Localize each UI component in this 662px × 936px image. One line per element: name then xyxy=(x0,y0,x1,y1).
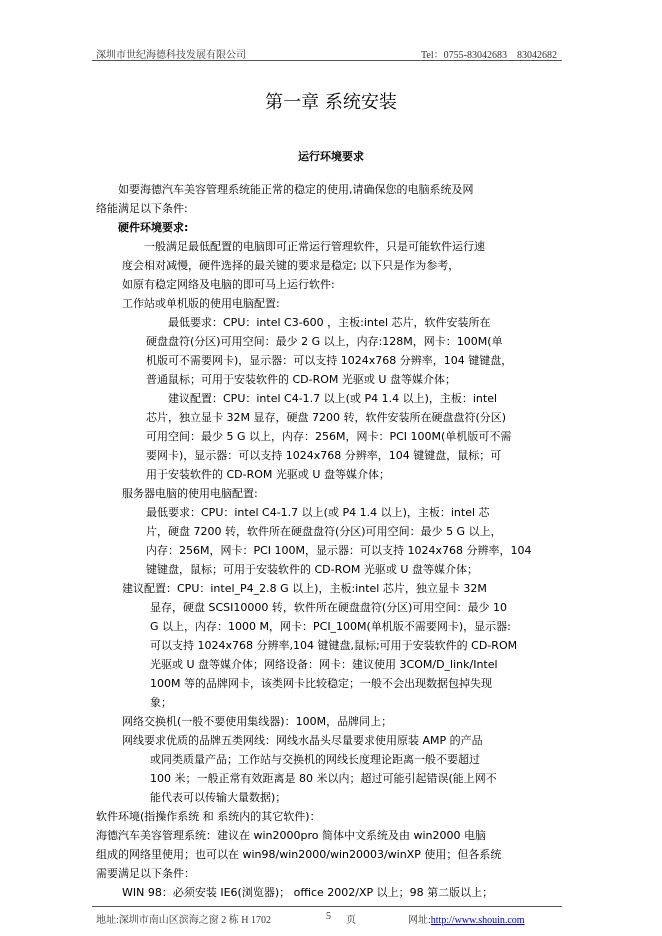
footer-website xyxy=(408,911,525,926)
server-heading: 服务器电脑的使用电脑配置: xyxy=(122,487,258,500)
body-line: 如原有稳定网络及电脑的即可马上运行软件: xyxy=(122,278,335,291)
body-line: 能代表可以传输大量数据)； xyxy=(150,791,287,804)
header-tel: Tel：0755-83042683 83042682 xyxy=(421,50,557,61)
footer-page-number: 5 xyxy=(326,911,331,922)
body-line: 用于安装软件的 CD-ROM 光驱或 U 盘等媒介体； xyxy=(146,468,390,481)
body-line: 光驱或 U 盘等媒介体；网络设备：网卡：建议使用 3COM/D_link/Intel xyxy=(150,658,498,671)
footer-page-unit: 页 xyxy=(346,915,356,926)
body-line: 100 米；一般正常有效距离是 80 米以内；超过可能引起错误(能上网不 xyxy=(150,772,497,785)
footer-website-label: 网址: xyxy=(408,915,431,926)
body-line: 建议配置：CPU：intel C4-1.7 以上(或 P4 1.4 以上)，主板：intel xyxy=(168,392,498,405)
body-line: 内存：256M，网卡：PCI 100M，显示器：可以支持 1024x768 分辨率，104 xyxy=(146,544,532,557)
body-line: 网线要求优质的品牌五类网线：网线水晶头尽量要求使用原装 AMP 的产品 xyxy=(122,734,483,747)
website-link[interactable]: http://www.shouin.com xyxy=(430,915,525,926)
body-line: 最低要求：CPU：intel C4-1.7 以上(或 P4 1.4 以上)，主板：intel 芯 xyxy=(146,506,490,519)
body-line: 建议配置：CPU：intel_P4_2.8 G 以上)，主板:intel 芯片，独立显卡 32M xyxy=(122,582,487,595)
body-line: 可用空间：最少 5 G 以上，内存：256M，网卡：PCI 100M(单机版可不需 xyxy=(146,430,512,443)
header-rule xyxy=(92,60,562,61)
chapter-title: 第一章 系统安装 xyxy=(265,92,397,113)
body-line: 度会相对减慢，硬件选择的最关键的要求是稳定; 以下只是作为参考， xyxy=(122,259,460,272)
body-line: 需要满足以下条件： xyxy=(96,867,195,880)
body-line: 象； xyxy=(150,696,172,709)
workstation-heading: 工作站或单机版的使用电脑配置: xyxy=(122,297,280,310)
footer-address: 地址:深圳市南山区滨海之窗 2 栋 H 1702 xyxy=(96,915,271,926)
body-line: 片，硬盘 7200 转，软件所在硬盘盘符(分区)可用空间：最少 5 G 以上， xyxy=(146,525,502,538)
body-line: 可以支持 1024x768 分辨率,104 键键盘,鼠标;可用于安装软件的 CD-ROM xyxy=(150,639,518,652)
software-heading: 软件环境(指操作系统 和 系统内的其它软件)： xyxy=(96,810,321,823)
body-line: 最低要求：CPU：intel C3-600 ，主板:intel 芯片，软件安装所在 xyxy=(168,316,491,329)
body-line: 键键盘，鼠标；可用于安装软件的 CD-ROM 光驱或 U 盘等媒介体； xyxy=(146,563,478,576)
body-line: 芯片，独立显卡 32M 显存，硬盘 7200 转，软件安装所在硬盘盘符(分区) xyxy=(146,411,507,424)
section-title: 运行环境要求 xyxy=(298,150,364,163)
body-line: 一般满足最低配置的电脑即可正常运行管理软件，只是可能软件运行速 xyxy=(144,240,485,253)
body-line: 或同类质量产品；工作站与交换机的网线长度理论距离一般不要超过 xyxy=(150,753,480,766)
body-line: 显存，硬盘 SCSI10000 转，软件所在硬盘盘符(分区)可用空间：最少 10 xyxy=(150,601,507,614)
footer-rule xyxy=(92,906,562,907)
body-line: 机版可不需要网卡)，显示器：可以支持 1024x768 分辨率，104 键键盘， xyxy=(146,354,513,367)
body-line: 组成的网络里使用；也可以在 win98/win2000/win20003/winXP 使用；但各系统 xyxy=(96,848,502,861)
body-line: 要网卡)，显示器：可以支持 1024x768 分辨率，104 键键盘，鼠标；可 xyxy=(146,449,502,462)
body-line: 网络交换机(一般不要使用集线器)：100M，品牌同上； xyxy=(122,715,393,728)
body-line: 硬盘盘符(分区)可用空间：最少 2 G 以上，内存:128M，网卡：100M(单 xyxy=(146,335,503,348)
body-line: 海德汽车美容管理系统：建议在 win2000pro 简体中文系统及由 win2000 电脑 xyxy=(96,829,487,842)
body-line: WIN 98：必须安装 IE6(浏览器)； office 2002/XP 以上；98 第二版以上； xyxy=(122,886,494,899)
body-line: 如要海德汽车美容管理系统能正常的稳定的使用,请确保您的电脑系统及网 xyxy=(118,183,474,196)
hardware-heading: 硬件环境要求: xyxy=(118,221,189,234)
body-line: 普通鼠标；可用于安装软件的 CD-ROM 光驱或 U 盘等媒介体； xyxy=(146,373,456,386)
body-line: 100M 等的品牌网卡，该类网卡比较稳定；一般不会出现数据包掉失现 xyxy=(150,677,492,690)
body-line: G 以上，内存：1000 M，网卡：PCI_100M(单机版不需要网卡)，显示器: xyxy=(150,620,511,633)
body-line: 络能满足以下条件: xyxy=(96,202,188,215)
header-company: 深圳市世纪海德科技发展有限公司 xyxy=(96,50,246,61)
